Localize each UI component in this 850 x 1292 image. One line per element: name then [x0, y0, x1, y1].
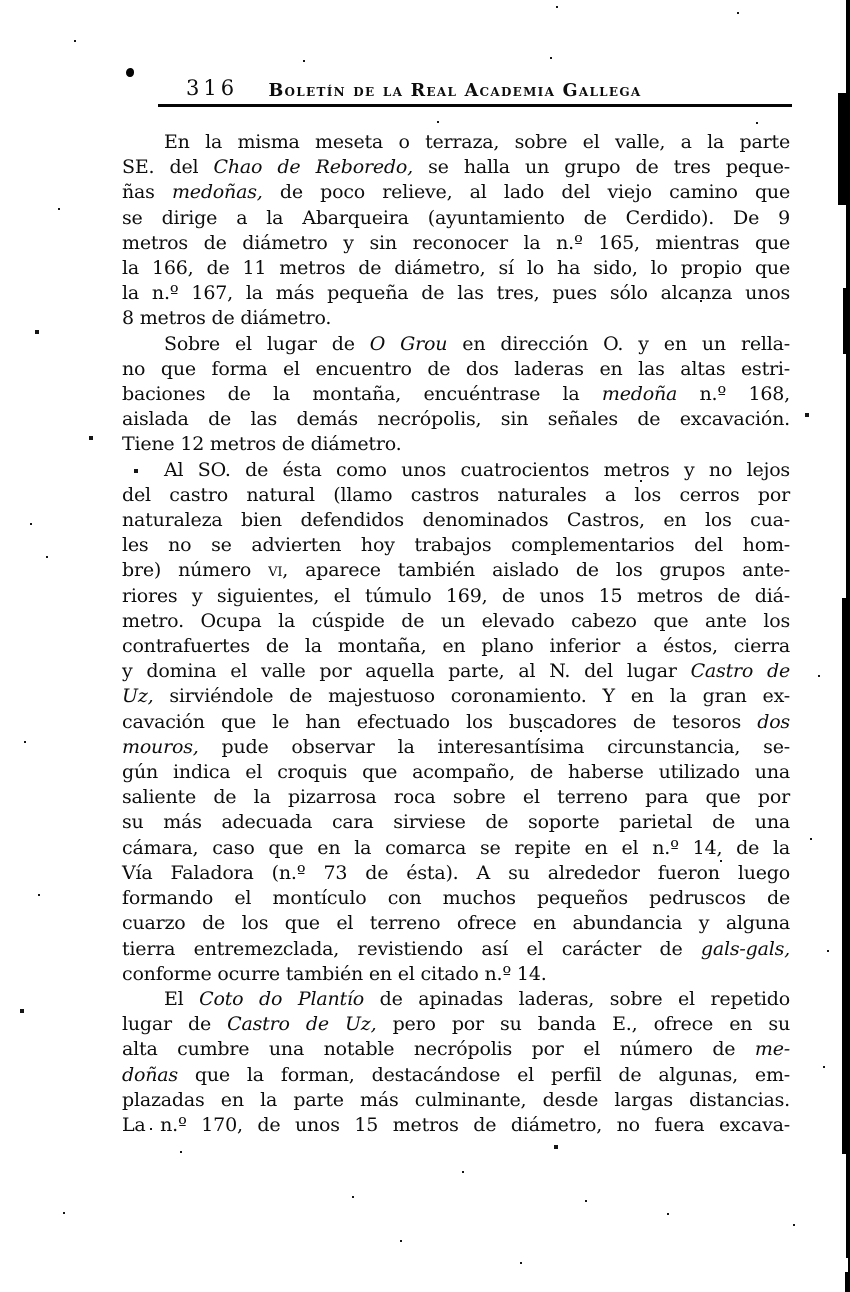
plain-text: tierra entremezclada, revistiendo así el carácter de: [122, 937, 701, 960]
plain-text: cámara, caso que en la comarca se repite en el n.º 14, de la: [122, 836, 790, 859]
plain-text: lugar de: [122, 1013, 228, 1036]
italic-text: Uz,: [122, 685, 154, 708]
text-line: [122, 937, 790, 962]
plain-text: les no se advierten hoy trabajos complementarios del hom-: [122, 534, 790, 557]
scan-edge-artifact: [845, 1272, 850, 1292]
plain-text: SE. del: [122, 156, 214, 179]
scan-edge-artifact: [842, 598, 850, 1154]
text-line: [122, 911, 790, 936]
text-line: [122, 130, 790, 155]
plain-text: que la forman, destacándose el perfil de algunas, em-: [177, 1063, 790, 1086]
plain-text: cuarzo de los que el terreno ofrece en abundancia y alguna: [122, 912, 790, 935]
plain-text: no que forma el encuentro de dos laderas en las altas estri-: [122, 357, 790, 380]
text-line: [122, 382, 790, 407]
scan-edge-artifact: [838, 93, 850, 205]
italic-text: O Grou: [369, 332, 448, 355]
italic-text: doñas: [122, 1063, 178, 1086]
plain-text: metro. Ocupa la cúspide de un elevado cabezo que ante los: [122, 609, 790, 632]
italic-text: medoña: [601, 383, 678, 406]
plain-text: En la misma meseta o terraza, sobre el valle, a la parte: [164, 131, 790, 153]
text-line: [122, 306, 790, 331]
plain-text: metros de diámetro y sin reconocer la n.º 165, mientras que: [122, 231, 790, 254]
text-line: [122, 1063, 790, 1088]
italic-text: me-: [754, 1038, 790, 1061]
text-line: [122, 508, 790, 533]
plain-text: plazadas en la parte más culminante, desde largas distancias.: [122, 1088, 790, 1111]
plain-text: Vía Faladora (n.º 73 de ésta). A su alrededor fueron luego: [122, 861, 790, 884]
text-line: [122, 1088, 790, 1113]
plain-text: en dirección O. y en un rella-: [447, 332, 790, 355]
body-text: [122, 130, 790, 1138]
italic-text: Chao de Reboredo,: [213, 156, 413, 179]
paragraph: [122, 332, 790, 458]
plain-text: La n.º 170, de unos 15 metros de diámetro, no fuera excava-: [122, 1113, 790, 1136]
page-number: 316: [186, 76, 239, 100]
plain-text: sirviéndole de majestuoso coronamiento. Y en la gran ex-: [153, 685, 790, 708]
text-line: [122, 962, 790, 987]
journal-title: Boletín de la Real Academia Gallega: [268, 81, 642, 101]
plain-text: ñas: [122, 181, 172, 204]
plain-text: formando el montículo con muchos pequeños pedruscos de: [122, 887, 790, 910]
text-line: [122, 206, 790, 231]
text-line: [122, 735, 790, 760]
text-line: [122, 155, 790, 180]
plain-text: de poco relieve, al lado del viejo camino que: [262, 181, 790, 204]
plain-text: su más adecuada cara sirviese de soporte parietal de una: [122, 811, 790, 834]
plain-text: gún indica el croquis que acompaño, de haberse utilizado una: [122, 761, 790, 784]
text-line: [122, 584, 790, 609]
text-line: [122, 785, 790, 810]
italic-text: mouros,: [122, 735, 199, 758]
text-line: [122, 256, 790, 281]
plain-text: baciones de la montaña, encuéntrase la: [122, 383, 602, 406]
text-line: [122, 1012, 790, 1037]
plain-text: pude observar la interesantísima circunstancia, se-: [198, 735, 790, 758]
plain-text: conforme ocurre también en el citado n.º 14.: [122, 962, 547, 985]
text-line: [122, 281, 790, 306]
plain-text: naturaleza bien defendidos denominados Castros, en los cua-: [122, 509, 790, 532]
plain-text: El: [164, 987, 200, 1010]
plain-text: cavación que le han efectuado los buscadores de tesoros: [122, 710, 758, 733]
text-line: [122, 609, 790, 634]
plain-text: se halla un grupo de tres peque-: [412, 156, 791, 179]
plain-text: aislada de las demás necrópolis, sin señales de excavación.: [122, 408, 790, 431]
italic-text: Coto do Plantío: [199, 987, 365, 1010]
scan-edge-artifact: [843, 288, 850, 354]
noise-specks: [0, 0, 2, 2]
italic-text: Castro de Uz,: [227, 1013, 377, 1036]
italic-text: gals-gals,: [700, 937, 790, 960]
text-line: [122, 558, 790, 583]
plain-text: Al SO. de ésta como unos cuatrocientos metros y no lejos: [164, 458, 790, 481]
italic-text: dos: [757, 710, 790, 733]
text-line: [122, 231, 790, 256]
plain-text: bre) número: [122, 559, 269, 582]
plain-text: contrafuertes de la montaña, en plano inferior a éstos, cierra: [122, 635, 790, 658]
paragraph: [122, 130, 790, 332]
plain-text: saliente de la pizarrosa roca sobre el terreno para que por: [122, 786, 790, 809]
plain-text: pero por su banda E., ofrece en su: [376, 1013, 790, 1036]
plain-text: y domina el valle por aquella parte, al N. del lugar: [122, 660, 691, 683]
plain-text: Tiene 12 metros de diámetro.: [122, 433, 402, 456]
text-line: [122, 810, 790, 835]
smallcaps-text: vi: [268, 559, 283, 582]
text-line: [122, 357, 790, 382]
text-line: [122, 533, 790, 558]
text-line: [122, 332, 790, 357]
plain-text: de apinadas laderas, sobre el repetido: [364, 987, 790, 1010]
plain-text: n.º 168,: [677, 383, 791, 406]
header-rule: [158, 104, 792, 107]
italic-text: Castro de: [690, 660, 790, 683]
plain-text: , aparece también aislado de los grupos ante-: [282, 559, 791, 582]
ink-blot: [126, 68, 134, 77]
plain-text: del castro natural (llamo castros naturales a los cerros por: [122, 483, 790, 506]
text-line: [122, 861, 790, 886]
paragraph: [122, 987, 790, 1138]
plain-text: la 166, de 11 metros de diámetro, sí lo ha sido, lo propio que: [122, 257, 790, 280]
text-line: [122, 1113, 790, 1138]
text-line: [122, 710, 790, 735]
text-line: [122, 987, 790, 1012]
plain-text: se dirige a la Abarqueira (ayuntamiento de Cerdido). De 9: [122, 206, 790, 229]
text-line: [122, 432, 790, 457]
text-line: [122, 836, 790, 861]
plain-text: alta cumbre una notable necrópolis por el número de: [122, 1038, 755, 1061]
text-line: [122, 458, 790, 483]
text-line: [122, 684, 790, 709]
plain-text: 8 metros de diámetro.: [122, 307, 332, 330]
text-line: [122, 180, 790, 205]
plain-text: la n.º 167, la más pequeña de las tres, pues sólo alcanza unos: [122, 282, 790, 305]
italic-text: medoñas,: [171, 181, 263, 204]
paragraph: [122, 458, 790, 987]
text-line: [122, 634, 790, 659]
plain-text: Sobre el lugar de: [164, 332, 370, 355]
text-line: [122, 407, 790, 432]
text-line: [122, 483, 790, 508]
text-line: [122, 760, 790, 785]
text-line: [122, 886, 790, 911]
plain-text: riores y siguientes, el túmulo 169, de unos 15 metros de diá-: [122, 584, 790, 607]
text-line: [122, 659, 790, 684]
text-line: [122, 1037, 790, 1062]
